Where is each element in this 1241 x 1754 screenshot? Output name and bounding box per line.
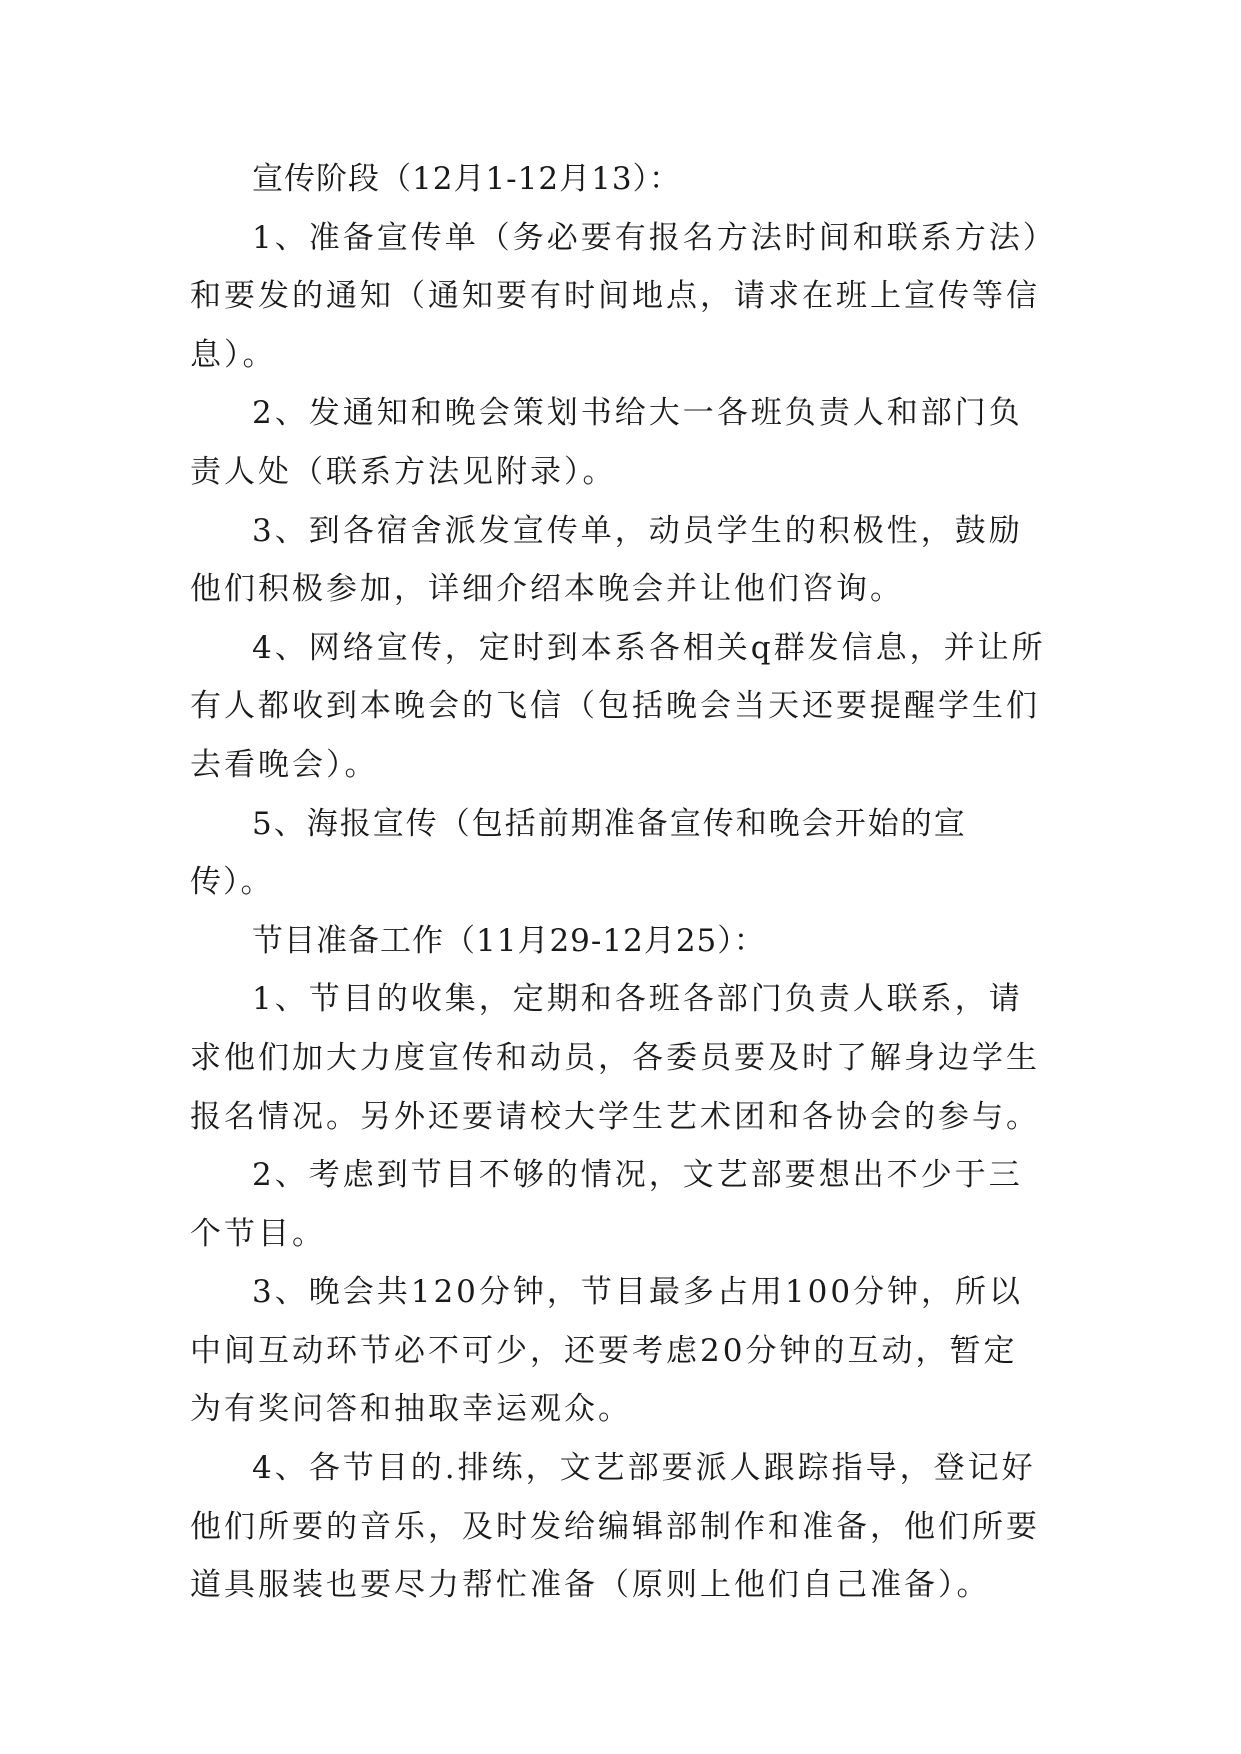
publicity-item-5: 5、海报宣传（包括前期准备宣传和晚会开始的宣传）。 (190, 805, 967, 901)
publicity-item-1: 1、准备宣传单（务必要有报名方法时间和联系方法）和要发的通知（通知要有时间地点，请求在班上宣传等信息）。 (190, 219, 1042, 373)
program-item-2: 2、考虑到节目不够的情况，文艺部要想出不少于三个节目。 (190, 1157, 1023, 1252)
document-body (190, 150, 1050, 1615)
publicity-item-3: 3、到各宿舍派发宣传单，动员学生的积极性，鼓励他们积极参加，详细介绍本晚会并让他们咨询。 (190, 512, 1023, 608)
section-heading-program-prep: 节目准备工作（11月29-12月25）： (252, 922, 766, 959)
publicity-item-2: 2、发通知和晚会策划书给大一各班负责人和部门负责人处（联系方法见附录）。 (190, 395, 1023, 490)
publicity-item-4: 4、网络宣传，定时到本系各相关q群发信息，并让所有人都收到本晚会的飞信（包括晚会当天还要提醒学生们去看晚会）。 (190, 629, 1046, 783)
program-item-1: 1、节目的收集，定期和各班各部门负责人联系，请求他们加大力度宣传和动员，各委员要及时了解身边学生报名情况。另外还要请校大学生艺术团和各协会的参与。 (190, 981, 1040, 1135)
section-heading-publicity: 宣传阶段（12月1-12月13）： (252, 161, 682, 197)
program-item-4: 4、各节目的.排练，文艺部要派人跟踪指导，登记好他们所要的音乐，及时发给编辑部制作和准备，他们所要道具服装也要尽力帮忙准备（原则上他们自己准备）。 (190, 1450, 1040, 1604)
program-item-3: 3、晚会共120分钟，节目最多占用100分钟，所以中间互动环节必不可少，还要考虑20分钟的互动，暂定为有奖问答和抽取幸运观众。 (190, 1274, 1024, 1428)
